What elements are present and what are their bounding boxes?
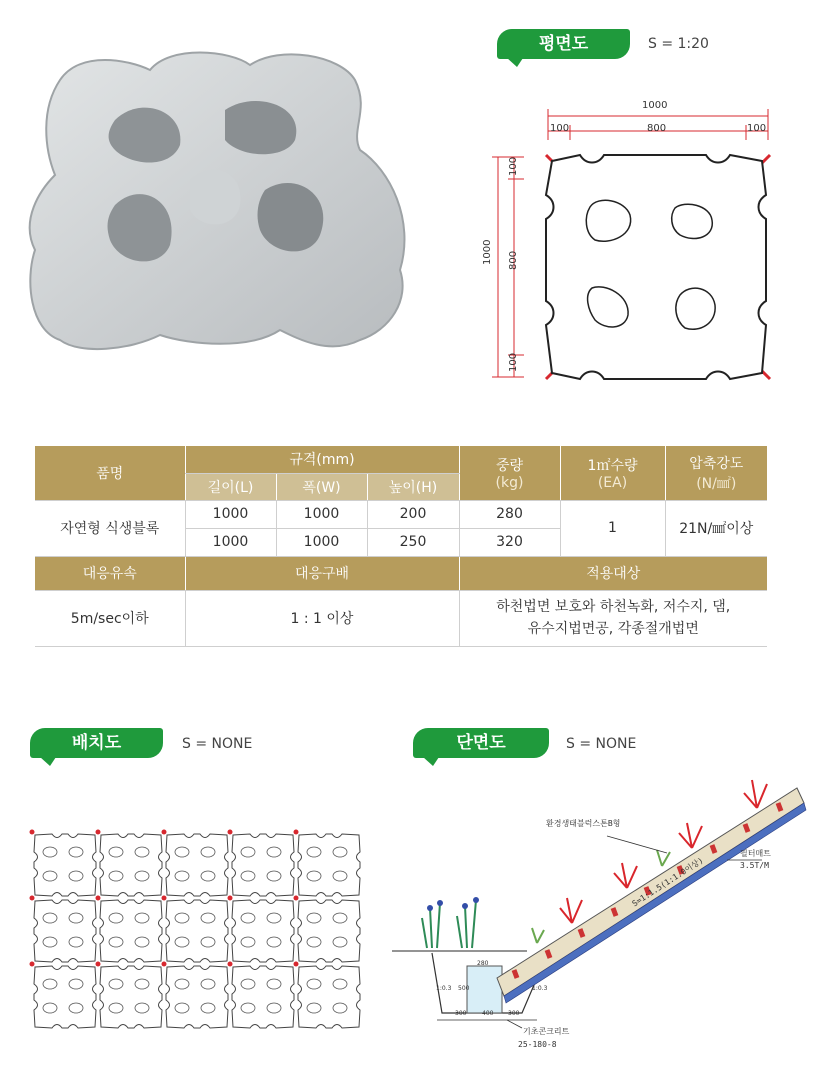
layout-block [232,966,294,1028]
block-hole [201,937,215,947]
block-hole [43,847,57,857]
block-hole [267,847,281,857]
block-hole [43,1003,57,1013]
joint-mark [162,962,167,967]
joint-mark [294,830,299,835]
strength-cell: 21N/㎟이상 [665,500,767,556]
dim-300a: 300 [455,1010,467,1017]
block-hole [307,871,321,881]
row1-width: 1000 [276,500,367,528]
plan-drawing [480,95,780,390]
layout-block [298,966,360,1028]
block-hole [43,937,57,947]
block-hole [241,871,255,881]
block-hole [307,1003,321,1013]
layout-block [298,834,360,896]
block-hole [109,937,123,947]
block-hole [241,979,255,989]
plan-dim-top-total: 1000 [642,100,668,111]
th-width: 폭(W) [276,473,367,500]
th-weight [459,446,560,500]
block-hole [267,871,281,881]
layout-block [100,966,162,1028]
block-hole [109,847,123,857]
block-hole [43,979,57,989]
block-hole [267,913,281,923]
layout-badge: 배치도 [30,728,163,758]
dim-500: 500 [458,985,470,992]
block-hole [109,913,123,923]
block-hole [333,1003,347,1013]
label-slope: S=1:1.5(1:1.0이상) [630,855,705,909]
label-filter: 필터매트 [740,849,771,858]
block-hole [175,979,189,989]
block-hole [201,1003,215,1013]
th-strength-label: 압축강도 [689,455,744,472]
layout-block [232,900,294,962]
joint-mark [294,896,299,901]
plan-badge: 평면도 [497,29,630,59]
target-line-1: 하천법면 보호와 하천녹화, 저수지, 댐, [496,599,731,615]
joint-mark [96,830,101,835]
block-hole [135,1003,149,1013]
block-hole [307,937,321,947]
block-hole [135,979,149,989]
dim-300b: 300 [508,1010,520,1017]
th-slope: 대응구배 [185,556,459,590]
block-hole [109,979,123,989]
block-hole [241,847,255,857]
row2-height: 250 [367,528,459,556]
block-hole [69,913,83,923]
block-hole [241,937,255,947]
block-hole [201,847,215,857]
block-hole [201,979,215,989]
plan-dim-side-mid: 800 [508,250,519,270]
th-weight-label: 중량 [495,457,524,474]
block-hole [43,913,57,923]
th-target: 적용대상 [459,556,767,590]
block-hole [175,913,189,923]
layout-block [166,966,228,1028]
layout-block [34,834,96,896]
block-hole [69,847,83,857]
block-hole [307,847,321,857]
joint-mark [228,896,233,901]
block-hole [201,871,215,881]
qty-cell: 1 [560,500,665,556]
block-hole [201,913,215,923]
product-photo [20,40,420,360]
row2-weight: 320 [459,528,560,556]
block-hole [135,871,149,881]
plan-scale: S = 1:20 [648,36,709,52]
joint-mark [228,962,233,967]
joint-mark [228,830,233,835]
block-hole [175,871,189,881]
block-hole [135,913,149,923]
layout-block [100,900,162,962]
joint-mark [30,962,35,967]
block-hole [307,913,321,923]
dim-400: 400 [482,1010,494,1017]
joint-mark [162,830,167,835]
th-name: 품명 [35,446,185,500]
block-hole [333,937,347,947]
label-base: 기초콘크리트 [523,1027,570,1036]
joint-mark [30,896,35,901]
section-badge: 단면도 [413,728,549,758]
block-hole [267,979,281,989]
block-hole [135,847,149,857]
block-hole [267,937,281,947]
plan-dim-side-bottom: 100 [508,352,519,372]
th-qty [560,446,665,500]
block-hole [69,979,83,989]
th-height: 높이(H) [367,473,459,500]
block-hole [241,913,255,923]
section-scale: S = NONE [566,736,637,752]
block-hole [333,913,347,923]
layout-drawing [28,828,368,1058]
block-hole [175,937,189,947]
layout-block [34,900,96,962]
plan-dim-top-left: 100 [550,123,570,134]
joint-mark [162,896,167,901]
flow-value: 5m/sec이하 [35,590,185,646]
spec-table [35,446,767,647]
th-length: 길이(L) [185,473,276,500]
block-hole [69,937,83,947]
block-hole [333,847,347,857]
plan-dim-side-top: 100 [508,156,519,176]
block-hole [69,871,83,881]
plan-dim-top-mid: 800 [647,123,667,134]
joint-mark [294,962,299,967]
label-filter-spec: 3.5T/M [740,861,769,870]
plan-dim-side-total: 1000 [482,239,493,265]
plan-dim-top-right: 100 [747,123,767,134]
row1-length: 1000 [185,500,276,528]
ratio-left: 1:0.3 [436,985,452,992]
block-hole [175,847,189,857]
layout-block [166,900,228,962]
joint-mark [30,830,35,835]
label-block: 환경생태블럭스톤B형 [546,819,621,828]
layout-block [100,834,162,896]
block-hole [43,871,57,881]
row2-length: 1000 [185,528,276,556]
block-hole [307,979,321,989]
product-name-cell: 자연형 식생블록 [35,500,185,556]
layout-scale: S = NONE [182,736,253,752]
row1-weight: 280 [459,500,560,528]
ratio-right: 1:0.3 [532,985,548,992]
th-qty-label: 1㎡수량 [587,457,638,474]
block-hole [109,1003,123,1013]
row1-height: 200 [367,500,459,528]
joint-mark [96,962,101,967]
layout-block [166,834,228,896]
block-hole [175,1003,189,1013]
slope-value: 1 : 1 이상 [185,590,459,646]
dim-280: 280 [477,960,489,967]
target-line-2: 유수지법면공, 각종절개법면 [527,621,699,637]
th-spec: 규격(mm) [185,446,459,473]
block-hole [241,1003,255,1013]
th-flow: 대응유속 [35,556,185,590]
label-base-spec: 25-180-8 [518,1040,557,1049]
row2-width: 1000 [276,528,367,556]
block-hole [69,1003,83,1013]
layout-block [298,900,360,962]
th-strength [665,446,767,500]
block-hole [135,937,149,947]
layout-block [232,834,294,896]
target-value [459,590,767,646]
block-hole [109,871,123,881]
layout-grid [30,830,361,1029]
th-weight-unit: (kg) [495,474,524,491]
block-hole [333,871,347,881]
joint-mark [96,896,101,901]
th-qty-unit: (EA) [597,474,628,491]
th-strength-unit: (N/㎟) [696,475,737,492]
block-hole [333,979,347,989]
layout-block [34,966,96,1028]
block-hole [267,1003,281,1013]
